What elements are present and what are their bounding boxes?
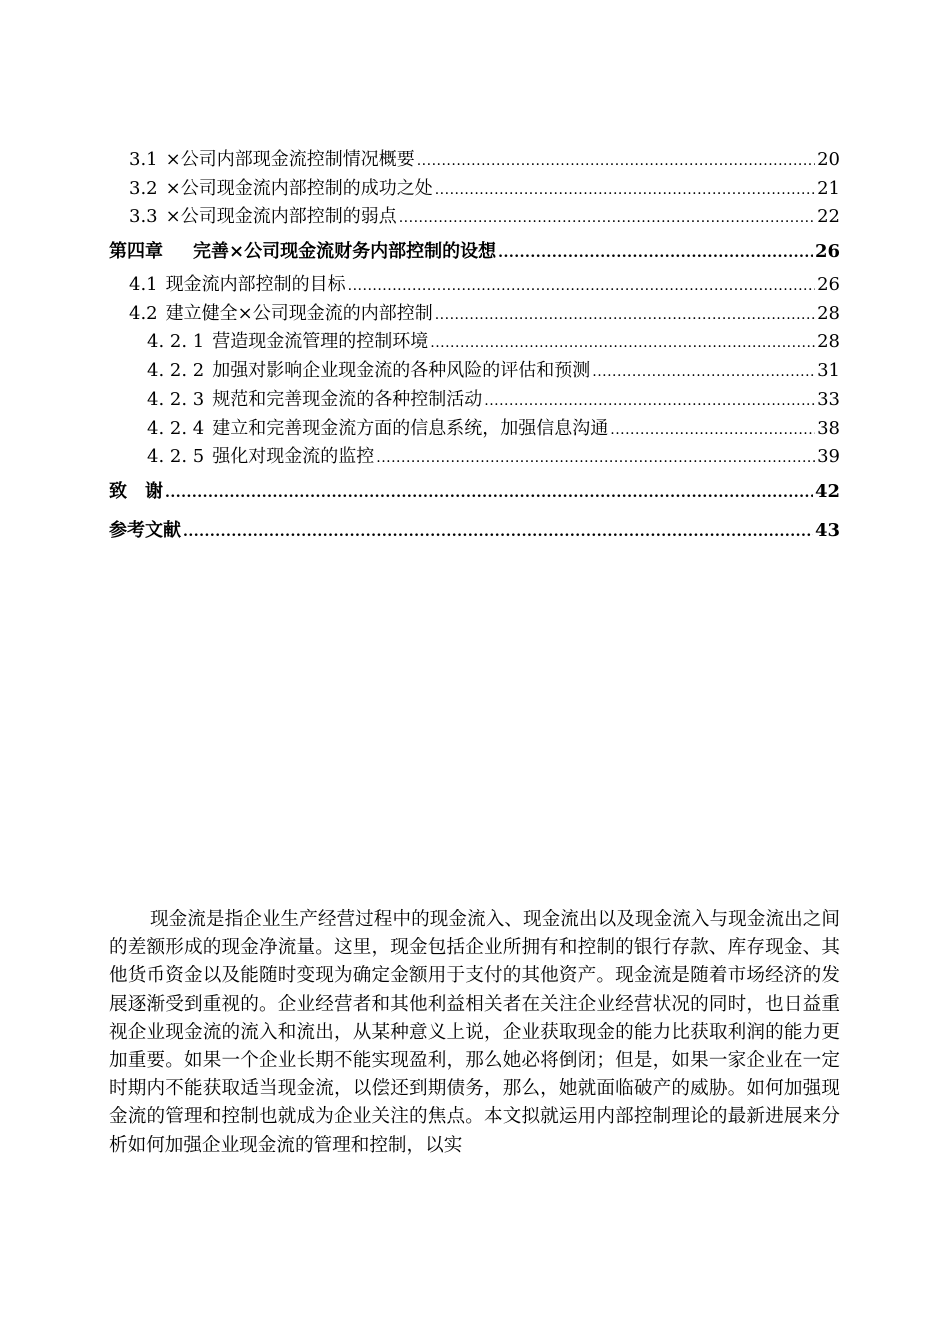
toc-references-entry[interactable] xyxy=(109,511,840,550)
toc-entry-number: 4. 2. 1 xyxy=(147,331,205,353)
toc-entry-page: 33 xyxy=(817,388,840,410)
toc-entry-title: 规范和完善现金流的各种控制活动 xyxy=(212,388,483,410)
toc-entry[interactable] xyxy=(109,146,840,175)
toc-entry-number: 3.3 xyxy=(129,206,158,228)
toc-entry[interactable] xyxy=(109,203,840,232)
toc-entry-page: 20 xyxy=(817,149,840,170)
toc-entry-title: 完善×公司现金流财务内部控制的设想 xyxy=(193,241,497,263)
table-of-contents xyxy=(109,146,840,550)
toc-entry-page: 42 xyxy=(814,480,840,502)
toc-entry[interactable] xyxy=(109,357,840,386)
toc-entry[interactable] xyxy=(109,271,840,300)
toc-entry-page: 28 xyxy=(817,331,840,353)
toc-entry[interactable] xyxy=(109,328,840,357)
toc-entry[interactable] xyxy=(109,300,840,329)
toc-leader-dots xyxy=(592,358,815,387)
toc-entry-page: 38 xyxy=(817,417,840,439)
toc-entry-page: 43 xyxy=(814,519,840,541)
toc-entry-page: 28 xyxy=(817,302,840,324)
toc-entry-number: 3.1 xyxy=(129,149,158,170)
toc-entry[interactable] xyxy=(109,386,840,415)
toc-entry-number: 4.2 xyxy=(129,302,158,324)
toc-entry-number: 4. 2. 4 xyxy=(147,417,205,439)
toc-entry-page: 21 xyxy=(817,177,840,199)
toc-entry-page: 22 xyxy=(817,206,840,228)
toc-leader-dots xyxy=(376,444,815,473)
toc-chapter-entry[interactable] xyxy=(109,232,840,271)
toc-entry-page: 31 xyxy=(817,360,840,382)
toc-entry[interactable] xyxy=(109,175,840,204)
toc-leader-dots xyxy=(610,416,815,445)
toc-leader-dots xyxy=(435,301,815,330)
toc-entry-number: 4. 2. 5 xyxy=(147,446,205,468)
abstract-section xyxy=(109,906,840,1160)
abstract-paragraph: 现金流是指企业生产经营过程中的现金流入、现金流出以及现金流入与现金流出之间的差额形成的现金净流量。这里，现金包括企业所拥有和控制的银行存款、库存现金、其他货币资金以及能随时变现为确定金额用于支付的其他资产。现金流是随着市场经济的发展逐渐受到重视的。企业经营者和其他利益相关者在关注企业经营状况的同时，也日益重视企业现金流的流入和流出，从某种意义上说，企业获取现金的能力比获取利润的能力更加重要。如果一个企业长期不能实现盈利，那么她必将倒闭；但是，如果一家企业在一定时期内不能获取适当现金流，以偿还到期债务，那么，她就面临破产的威胁。如何加强现金流的管理和控制也就成为企业关注的焦点。本文拟就运用内部控制理论的最新进展来分析如何加强企业现金流的管理和控制，以实 xyxy=(109,909,840,1156)
toc-entry-title: 参考文献 xyxy=(109,519,181,541)
toc-acknowledgements-entry[interactable] xyxy=(109,472,840,511)
toc-entry[interactable] xyxy=(109,415,840,444)
toc-leader-dots xyxy=(417,147,815,176)
toc-entry-title: ×公司现金流内部控制的成功之处 xyxy=(165,177,433,199)
toc-leader-dots xyxy=(484,387,815,416)
toc-entry-page: 26 xyxy=(814,241,840,263)
toc-entry-title: 加强对影响企业现金流的各种风险的评估和预测 xyxy=(212,360,591,382)
toc-leader-dots xyxy=(435,176,815,205)
toc-entry-number: 4.1 xyxy=(129,274,158,296)
toc-entry-title: 营造现金流管理的控制环境 xyxy=(212,331,429,353)
toc-entry-title: ×公司内部现金流控制情况概要 xyxy=(165,149,415,170)
toc-entry[interactable] xyxy=(109,443,840,472)
toc-entry-page: 39 xyxy=(817,446,840,468)
toc-leader-dots xyxy=(399,204,815,233)
toc-entry-number: 第四章 xyxy=(109,241,163,263)
toc-entry-page: 26 xyxy=(817,274,840,296)
toc-entry-title: 强化对现金流的监控 xyxy=(212,446,375,468)
toc-entry-title: ×公司现金流内部控制的弱点 xyxy=(165,206,397,228)
toc-entry-title: 致 谢 xyxy=(109,480,163,502)
toc-entry-number: 4. 2. 2 xyxy=(147,360,205,382)
toc-entry-number: 3.2 xyxy=(129,177,158,199)
toc-entry-title: 现金流内部控制的目标 xyxy=(165,274,346,296)
toc-leader-dots xyxy=(498,234,813,273)
toc-entry-title: 建立和完善现金流方面的信息系统，加强信息沟通 xyxy=(212,417,609,439)
toc-leader-dots xyxy=(430,329,815,358)
toc-entry-number: 4. 2. 3 xyxy=(147,388,205,410)
toc-leader-dots xyxy=(348,272,815,301)
toc-entry-title: 建立健全×公司现金流的内部控制 xyxy=(165,302,433,324)
toc-leader-dots xyxy=(165,474,813,513)
toc-leader-dots xyxy=(183,513,813,552)
